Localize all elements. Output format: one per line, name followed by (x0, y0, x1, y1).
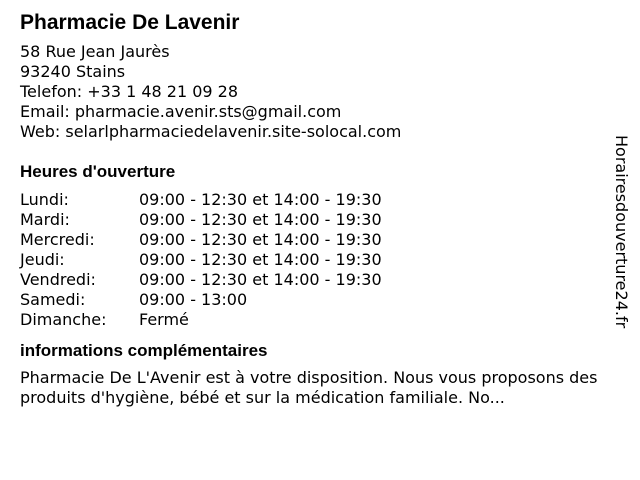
pharmacy-name: Pharmacie De Lavenir (20, 11, 240, 34)
contact-block (20, 42, 610, 142)
additional-info-heading: informations complémentaires (20, 341, 268, 360)
pharmacy-card (20, 10, 610, 408)
day-label: Mardi: (20, 210, 70, 229)
day-hours: 09:00 - 12:30 et 14:00 - 19:30 (139, 210, 382, 229)
hours-row-sunday (20, 310, 610, 330)
day-label: Dimanche: (20, 310, 107, 329)
day-hours: 09:00 - 13:00 (139, 290, 248, 309)
hours-row-friday (20, 270, 610, 290)
opening-hours-heading: Heures d'ouverture (20, 162, 176, 181)
hours-row-tuesday (20, 210, 610, 230)
phone-number: Telefon: +33 1 48 21 09 28 (20, 82, 239, 101)
website-address: Web: selarlpharmaciedelavenir.site-solocal.com (20, 122, 402, 141)
day-label: Lundi: (20, 190, 69, 209)
day-label: Samedi: (20, 290, 86, 309)
additional-info-text: Pharmacie De L'Avenir est à votre disposition. Nous vous proposons des produits d'hygiène, bébé et sur la médication familiale. No... (20, 368, 598, 407)
day-label: Vendredi: (20, 270, 96, 289)
opening-hours-table (20, 190, 610, 330)
street-address: 58 Rue Jean Jaurès (20, 42, 170, 61)
email-address: Email: pharmacie.avenir.sts@gmail.com (20, 102, 342, 121)
hours-row-wednesday (20, 230, 610, 250)
day-hours: Fermé (139, 310, 189, 329)
day-hours: 09:00 - 12:30 et 14:00 - 19:30 (139, 250, 382, 269)
day-label: Mercredi: (20, 230, 95, 249)
day-hours: 09:00 - 12:30 et 14:00 - 19:30 (139, 270, 382, 289)
day-hours: 09:00 - 12:30 et 14:00 - 19:30 (139, 230, 382, 249)
day-label: Jeudi: (20, 250, 65, 269)
hours-row-monday (20, 190, 610, 210)
site-watermark: Horairesdouverture24.fr (612, 135, 631, 329)
day-hours: 09:00 - 12:30 et 14:00 - 19:30 (139, 190, 382, 209)
city-address: 93240 Stains (20, 62, 126, 81)
hours-row-saturday (20, 290, 610, 310)
hours-row-thursday (20, 250, 610, 270)
